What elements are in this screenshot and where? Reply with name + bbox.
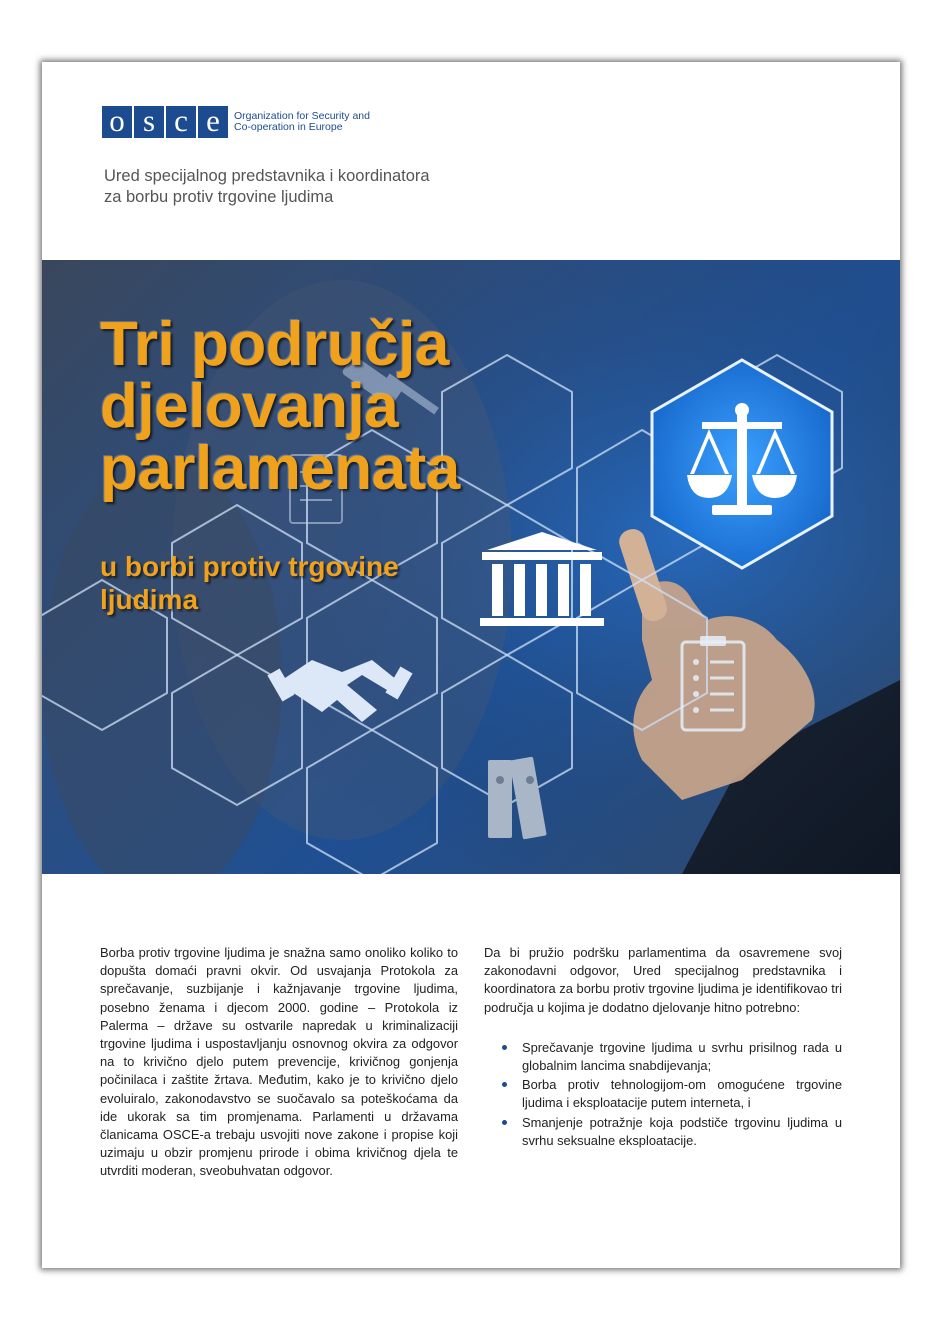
office-name: [104, 166, 524, 208]
osce-logo-mark: [102, 103, 228, 138]
title-line: djelovanja: [100, 372, 399, 441]
document-page: [42, 62, 900, 1268]
list-item: Sprečavanje trgovine ljudima u svrhu prisilnog rada u globalnim lancima snabdijevanja;: [484, 1039, 842, 1075]
action-areas-list: [484, 1039, 842, 1150]
office-name-line: za borbu protiv trgovine ljudima: [104, 188, 334, 206]
right-column: [484, 944, 842, 1151]
logo-letter-s: s: [134, 106, 164, 138]
subtitle-line: u borbi protiv trgovine: [100, 551, 399, 582]
list-item: Smanjenje potražnje koja podstiče trgovinu ljudima u svrhu seksualne eksploatacije.: [484, 1114, 842, 1150]
organization-name-line: Co-operation in Europe: [234, 121, 343, 133]
intro-paragraph: Borba protiv trgovine ljudima je snažna samo onoliko koliko to dopušta domaći pravni okvir. Od usvajanja Protokola za sprečavanje, suzbijanje i kažnjavanje trgovine ljudima, posebno ženama i djecom 2000. godine – Protokola iz Palerma – države su ostvarile napredak u kriminalizaciji trgovine ljudima i uspostavljanju osnovnog okvira za odgovor na to krivično djelo putem prevencije, krivičnog gonjenja počinilaca i zaštite žrtava. Međutim, kako je to krivično djelo evoluiralo, zakonodavstvo se suočavalo sa poteškoćama da ide ukorak sa tim promjenama. Parlamenti u državama članicama OSCE-a trebaju usvojiti nove zakone i propise koji uzimaju u obzir promjenu prirode i obima krivičnog djela te utvrditi moderan, sveobuhvatan odgovor.: [100, 945, 458, 1179]
subtitle-line: ljudima: [100, 584, 199, 615]
support-paragraph: Da bi pružio podršku parlamentima da osavremene svoj zakonodavni odgovor, Ured specijalnog predstavnika i koordinatora za borbu protiv trgovine ljudima je identifikovao tri područja u kojima je dodatno djelovanje hitno potrebno:: [484, 945, 842, 1015]
logo-letter-e: e: [198, 106, 228, 138]
document-subtitle: [100, 550, 480, 616]
title-line: parlamenata: [100, 434, 460, 503]
organization-name: [234, 111, 404, 133]
organization-name-line: Organization for Security and: [234, 110, 370, 122]
list-item: Borba protiv tehnologijom-om omogućene trgovine ljudima i eksploatacije putem interneta, i: [484, 1076, 842, 1112]
logo-letter-c: c: [166, 106, 196, 138]
office-name-line: Ured specijalnog predstavnika i koordinatora: [104, 167, 430, 185]
osce-logo: [102, 103, 404, 138]
document-title: [100, 310, 460, 503]
logo-letter-o: o: [102, 106, 132, 138]
title-line: Tri područja: [100, 310, 449, 379]
left-column: [100, 944, 458, 1181]
